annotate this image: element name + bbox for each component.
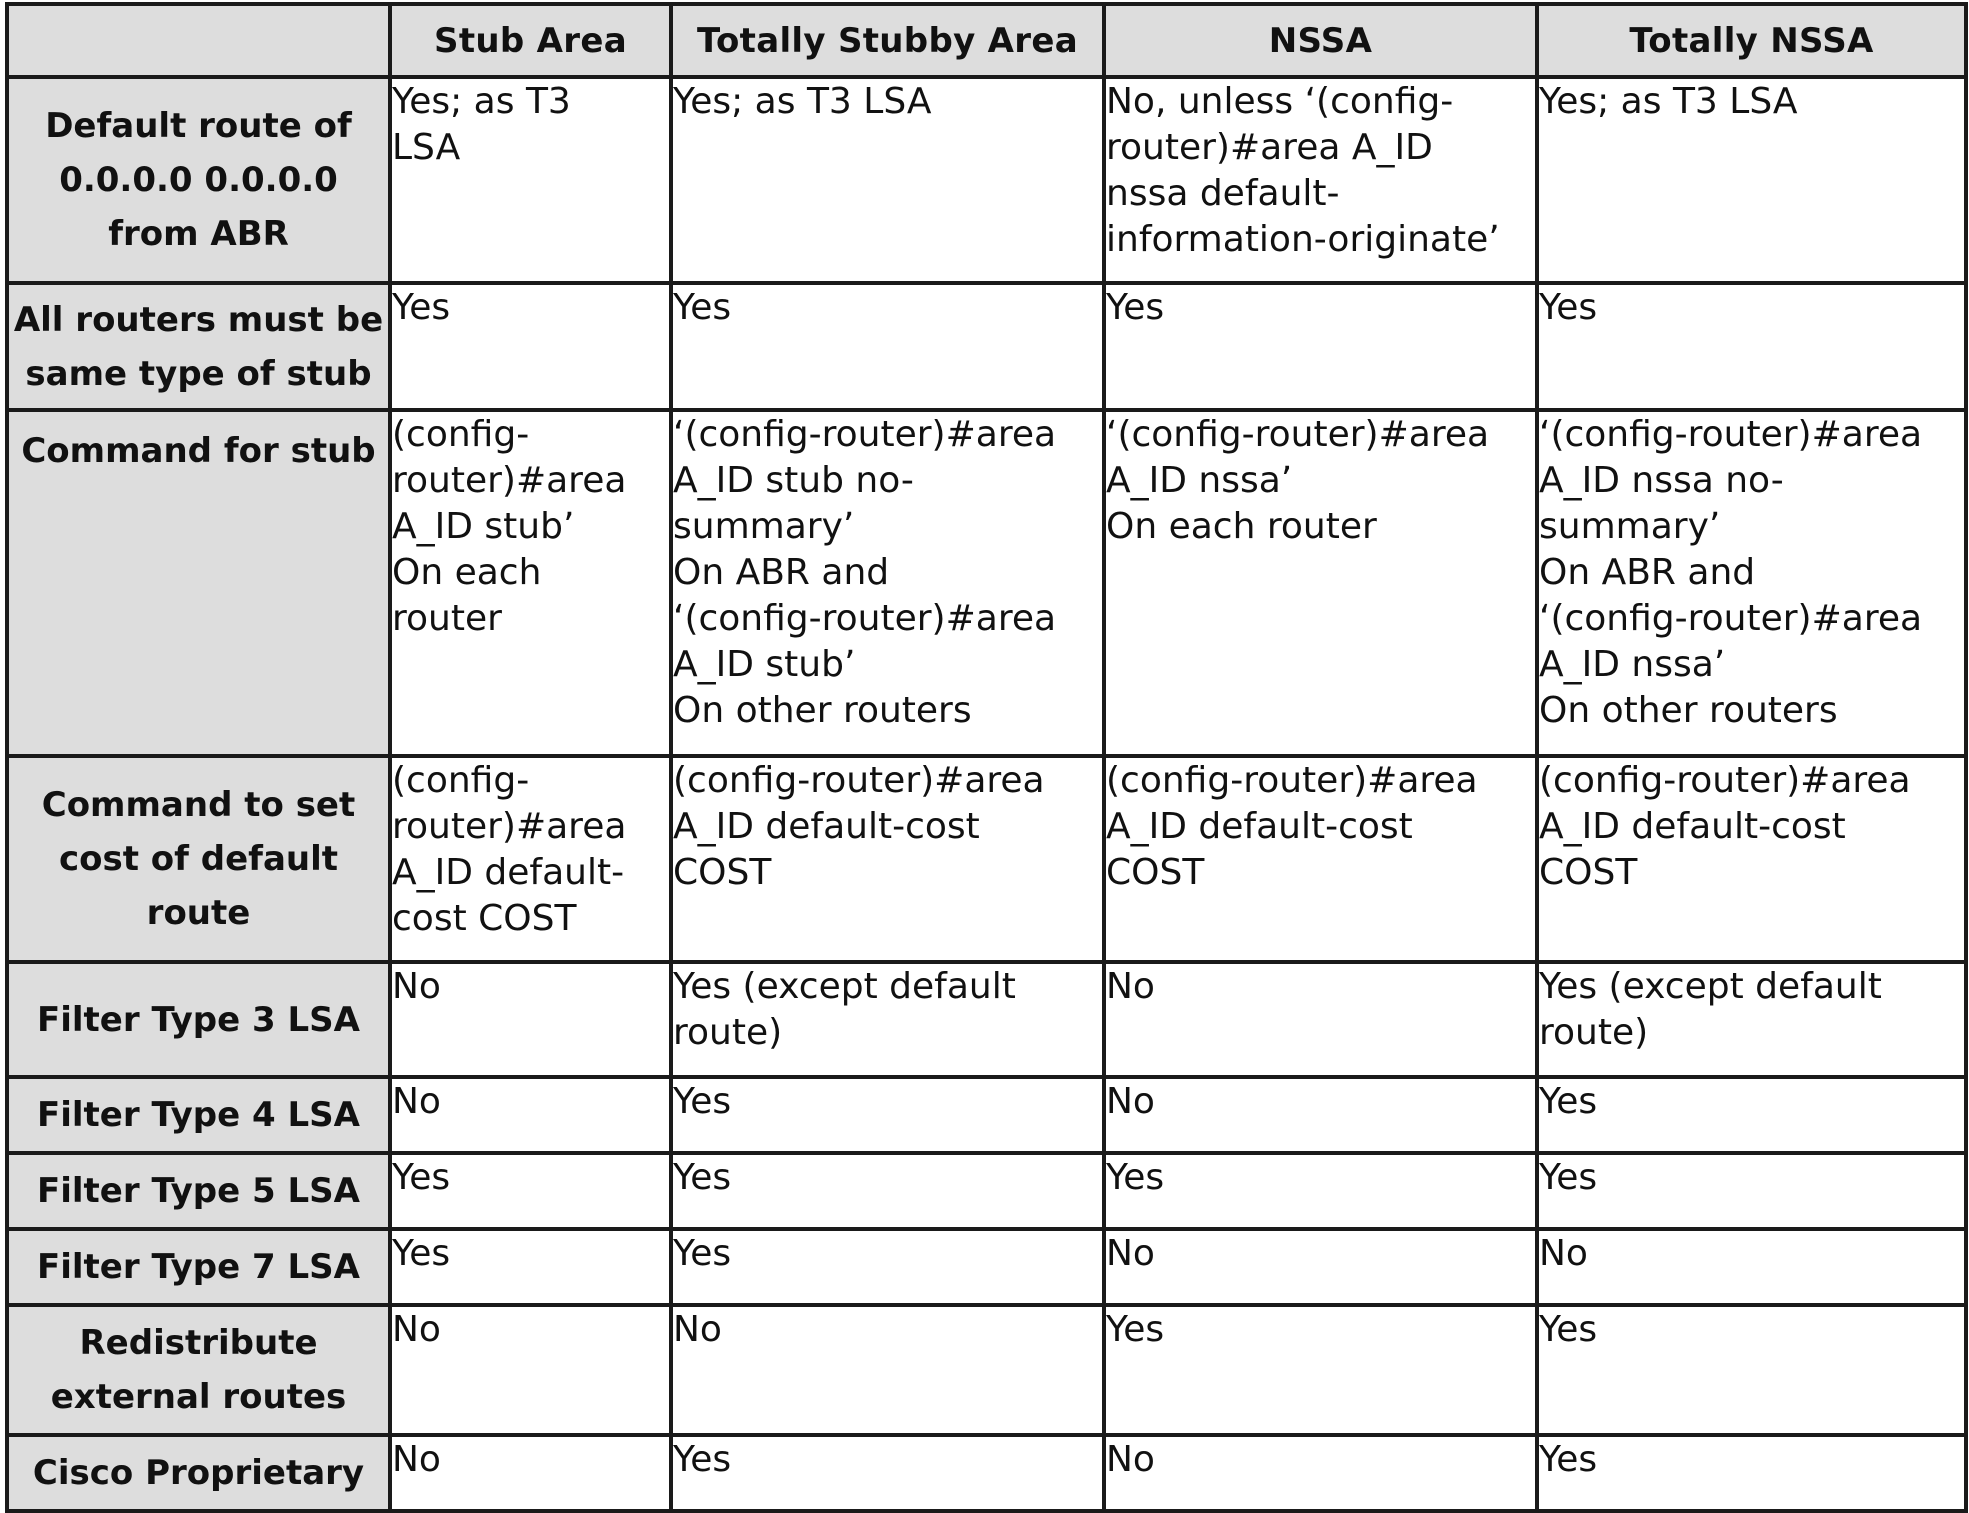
row-header-default-route: Default route of 0.0.0.0 0.0.0.0 from ABR (7, 77, 390, 283)
row-header-cost-of-default-route: Command to set cost of default route (7, 756, 390, 962)
header-row (7, 4, 1966, 77)
table-cell: No (390, 962, 671, 1077)
table-cell: Yes (390, 283, 671, 410)
table-cell: (config-router)#area A_ID default-cost COST (1104, 756, 1537, 962)
column-header-nssa: NSSA (1104, 4, 1537, 77)
table-cell: Yes (671, 283, 1104, 410)
table-cell: Yes; as T3 LSA (671, 77, 1104, 283)
table-cell: Yes (390, 1229, 671, 1305)
table-cell: (config- router)#area A_ID stub’ On each router (390, 410, 671, 756)
table-cell: No (1104, 1229, 1537, 1305)
row-header-command-for-stub: Command for stub (7, 410, 390, 756)
table-cell: No, unless ‘(config- router)#area A_ID nssa default- information-originate’ (1104, 77, 1537, 283)
table-cell: Yes (390, 1153, 671, 1229)
table-cell: No (1104, 1077, 1537, 1153)
ospf-stub-area-comparison-table (5, 2, 1968, 1513)
table-cell: No (671, 1305, 1104, 1435)
row-header-filter-type-7-lsa: Filter Type 7 LSA (7, 1229, 390, 1305)
table-cell: Yes (1104, 283, 1537, 410)
row-header-same-type-of-stub: All routers must be same type of stub (7, 283, 390, 410)
row-header-redistribute-external-routes: Redistribute external routes (7, 1305, 390, 1435)
table-cell: ‘(config-router)#area A_ID nssa’ On each router (1104, 410, 1537, 756)
table-cell: Yes (except default route) (671, 962, 1104, 1077)
table-cell: Yes; as T3 LSA (1537, 77, 1966, 283)
table-row (7, 962, 1966, 1077)
table-cell: ‘(config-router)#area A_ID stub no- summary’ On ABR and ‘(config-router)#area A_ID stub’ On other routers (671, 410, 1104, 756)
table-row (7, 410, 1966, 756)
table-cell: Yes (1537, 1305, 1966, 1435)
table-row (7, 1153, 1966, 1229)
table-row (7, 283, 1966, 410)
table-row (7, 756, 1966, 962)
table-row (7, 1435, 1966, 1511)
table-cell: Yes (671, 1077, 1104, 1153)
table-row (7, 1305, 1966, 1435)
table-cell: ‘(config-router)#area A_ID nssa no- summary’ On ABR and ‘(config-router)#area A_ID nssa’ On other routers (1537, 410, 1966, 756)
table-cell: Yes (671, 1153, 1104, 1229)
table-row (7, 1229, 1966, 1305)
table-cell: Yes; as T3 LSA (390, 77, 671, 283)
table-cell: No (390, 1435, 671, 1511)
row-header-filter-type-4-lsa: Filter Type 4 LSA (7, 1077, 390, 1153)
table-cell: No (1104, 962, 1537, 1077)
table-cell: No (1104, 1435, 1537, 1511)
table-cell: Yes (1537, 283, 1966, 410)
table-cell: (config-router)#area A_ID default-cost COST (671, 756, 1104, 962)
row-header-filter-type-5-lsa: Filter Type 5 LSA (7, 1153, 390, 1229)
row-header-filter-type-3-lsa: Filter Type 3 LSA (7, 962, 390, 1077)
table-cell: Yes (1537, 1153, 1966, 1229)
table-cell: Yes (1537, 1077, 1966, 1153)
table-cell: Yes (1537, 1435, 1966, 1511)
table-cell: Yes (except default route) (1537, 962, 1966, 1077)
table-cell: (config- router)#area A_ID default- cost COST (390, 756, 671, 962)
table-cell: Yes (1104, 1153, 1537, 1229)
column-header-totally-nssa: Totally NSSA (1537, 4, 1966, 77)
column-header-totally-stubby-area: Totally Stubby Area (671, 4, 1104, 77)
corner-header-cell (7, 4, 390, 77)
column-header-stub-area: Stub Area (390, 4, 671, 77)
table-cell: No (1537, 1229, 1966, 1305)
table-cell: No (390, 1077, 671, 1153)
table-cell: Yes (671, 1435, 1104, 1511)
row-header-cisco-proprietary: Cisco Proprietary (7, 1435, 390, 1511)
table-cell: No (390, 1305, 671, 1435)
table-row (7, 1077, 1966, 1153)
table-cell: (config-router)#area A_ID default-cost COST (1537, 756, 1966, 962)
table-row (7, 77, 1966, 283)
table-cell: Yes (671, 1229, 1104, 1305)
table-cell: Yes (1104, 1305, 1537, 1435)
